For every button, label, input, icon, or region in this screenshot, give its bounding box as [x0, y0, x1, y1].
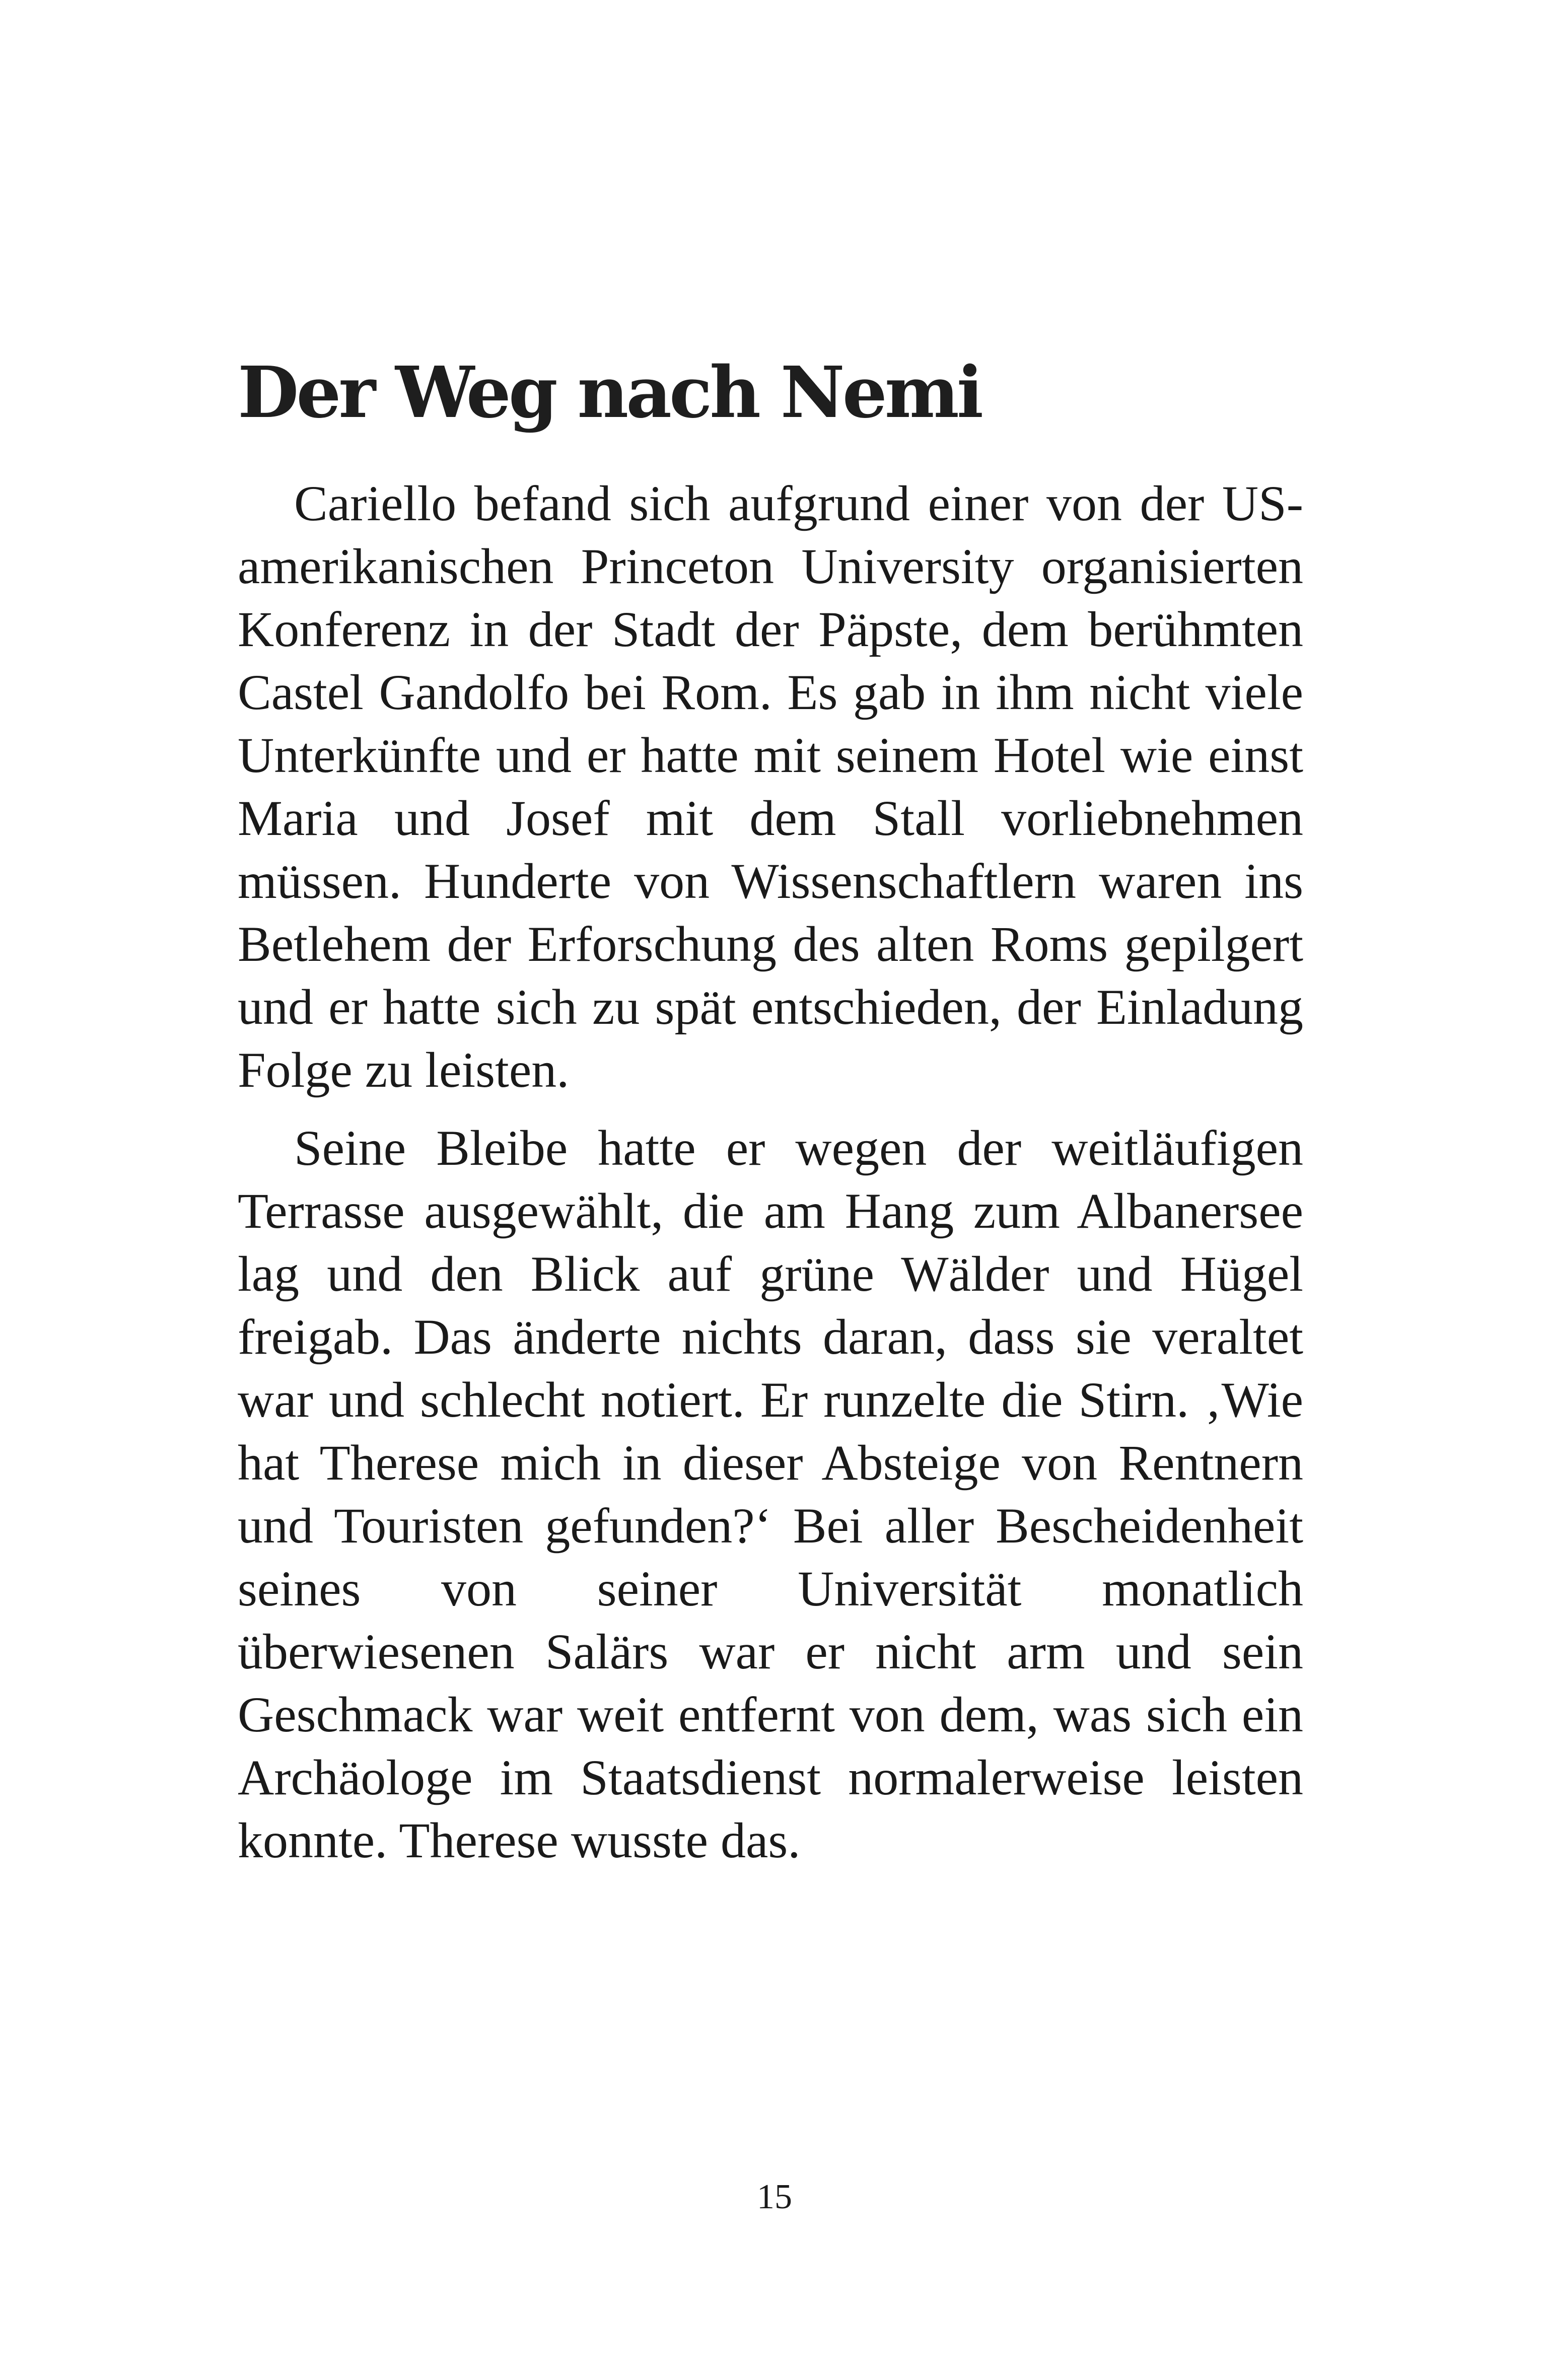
paragraph: Seine Bleibe hatte er wegen der weitläufigen Terrasse ausgewählt, die am Hang zum Albanersee lag und den Blick auf grüne Wälder und Hügel freigab. Das änderte nichts daran, dass sie veraltet war und schlecht notiert. Er runzelte die Stirn. ‚Wie hat Therese mich in dieser Absteige von Rentnern und Touristen gefunden?‘ Bei aller Bescheidenheit seines von seiner Universität monatlich überwiesenen Salärs war er nicht arm und sein Geschmack war weit entfernt von dem, was sich ein Archäologe im Staatsdienst normalerweise leisten konnte. Therese wusste das.: [238, 1120, 1303, 1868]
paragraph: Cariello befand sich aufgrund einer von der US-amerikanischen Princeton University organisierten Konferenz in der Stadt der Päpste, dem berühmten Castel Gandolfo bei Rom. Es gab in ihm nicht viele Unterkünfte und er hatte mit seinem Hotel wie einst Maria und Josef mit dem Stall vorliebnehmen müssen. Hunderte von Wissenschaftlern waren ins Betlehem der Erforschung des alten Roms gepilgert und er hatte sich zu spät entschieden, der Einladung Folge zu leisten.: [238, 475, 1303, 1098]
chapter-title: Der Weg nach Nemi: [238, 352, 981, 434]
page-number: 15: [757, 2178, 792, 2216]
chapter-body: [238, 472, 1303, 1872]
